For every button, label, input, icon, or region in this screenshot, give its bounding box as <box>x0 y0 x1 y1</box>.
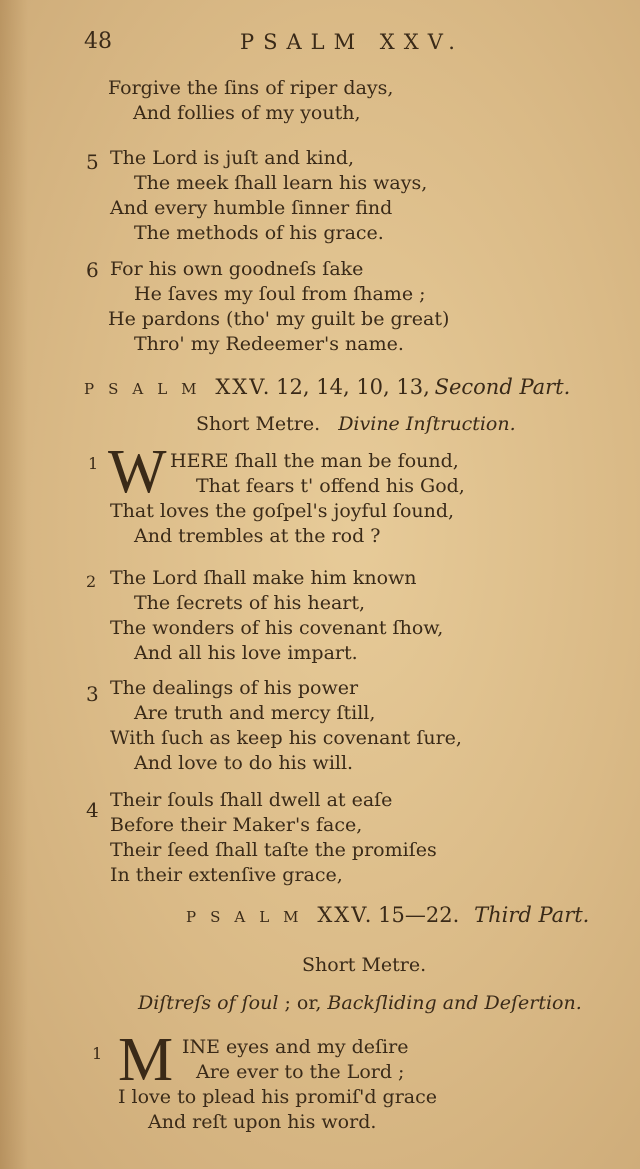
verse-line: That loves the goſpel's joyful ſound, <box>110 500 455 522</box>
part-label: Second Part. <box>434 375 571 399</box>
drop-cap: W <box>108 438 167 506</box>
psalm-word: PSALM <box>84 380 211 398</box>
verse-line: I love to plead his promiſ'd grace <box>118 1086 438 1108</box>
verse-line: The ſecrets of his heart, <box>134 592 366 614</box>
hymn-subject-part: Backſliding and Deſertion. <box>327 992 582 1014</box>
metre-line <box>196 412 516 436</box>
verse-line: The Lord ſhall make him known <box>110 567 417 589</box>
drop-cap: M <box>118 1026 174 1094</box>
verse-line: Thro' my Redeemer's name. <box>134 333 404 355</box>
hymn-subject <box>138 991 582 1015</box>
hymn-subject-conjunction: ; or, <box>278 992 328 1014</box>
psalm-heading <box>84 376 570 400</box>
psalm-heading <box>186 904 589 928</box>
verse-line: And love to do his will. <box>134 752 354 774</box>
verse-line: Are truth and mercy ſtill, <box>134 702 376 724</box>
stanza-number: 3 <box>86 682 99 706</box>
page-number: 48 <box>84 29 112 54</box>
stanza-number: 4 <box>86 798 99 822</box>
hymn-subject-part: Diſtreſs of ſoul <box>138 992 279 1014</box>
verse-line: Before their Maker's face, <box>110 814 363 836</box>
verse-line: And follies of my youth, <box>133 102 361 124</box>
verse-line: With ſuch as keep his covenant ſure, <box>110 727 462 749</box>
verse-line: The meek ſhall learn his ways, <box>134 172 428 194</box>
psalm-verses: 12, 14, 10, 13, <box>276 375 430 399</box>
running-title: PSALM XXV. <box>240 30 464 54</box>
verse-line: The wonders of his covenant ſhow, <box>110 617 444 639</box>
psalm-word: PSALM <box>186 908 313 926</box>
psalm-numeral: XXV. <box>215 375 272 399</box>
psalm-verses: 15—22. <box>378 903 460 927</box>
stanza-number: 5 <box>86 150 99 174</box>
verse-line: For his own goodneſs ſake <box>110 258 364 280</box>
verse-line: And all his love impart. <box>134 642 358 664</box>
verse-line: The dealings of his power <box>110 677 359 699</box>
verse-line: Their ſouls ſhall dwell at eaſe <box>110 789 393 811</box>
stanza-number: 2 <box>86 572 97 591</box>
verse-line: And every humble ſinner find <box>110 197 393 219</box>
verse-line: And trembles at the rod ? <box>134 525 381 547</box>
metre: Short Metre. <box>302 954 427 976</box>
verse-line: In their extenſive grace, <box>110 864 343 886</box>
verse-line: He pardons (tho' my guilt be great) <box>108 308 450 330</box>
verse-line: Their ſeed ſhall taſte the promiſes <box>110 839 437 861</box>
metre: Short Metre. <box>196 413 321 435</box>
verse-line: And reſt upon his word. <box>148 1111 377 1133</box>
part-label: Third Part. <box>474 903 590 927</box>
verse-line: Forgive the ſins of riper days, <box>108 77 394 99</box>
verse-line: HERE ſhall the man be found, <box>170 450 459 472</box>
stanza-number: 6 <box>86 258 99 282</box>
hymn-subject: Divine Inſtruction. <box>338 413 516 435</box>
verse-line: The methods of his grace. <box>134 222 384 244</box>
verse-line: The Lord is juſt and kind, <box>110 147 355 169</box>
psalm-numeral: XXV. <box>317 903 374 927</box>
stanza-number: 1 <box>88 454 99 473</box>
stanza-number: 1 <box>92 1044 103 1063</box>
verse-line: That fears t' offend his God, <box>196 475 465 497</box>
verse-line: INE eyes and my deſire <box>182 1036 409 1058</box>
verse-line: Are ever to the Lord ; <box>196 1061 405 1083</box>
verse-line: He ſaves my ſoul from ſhame ; <box>134 283 426 305</box>
